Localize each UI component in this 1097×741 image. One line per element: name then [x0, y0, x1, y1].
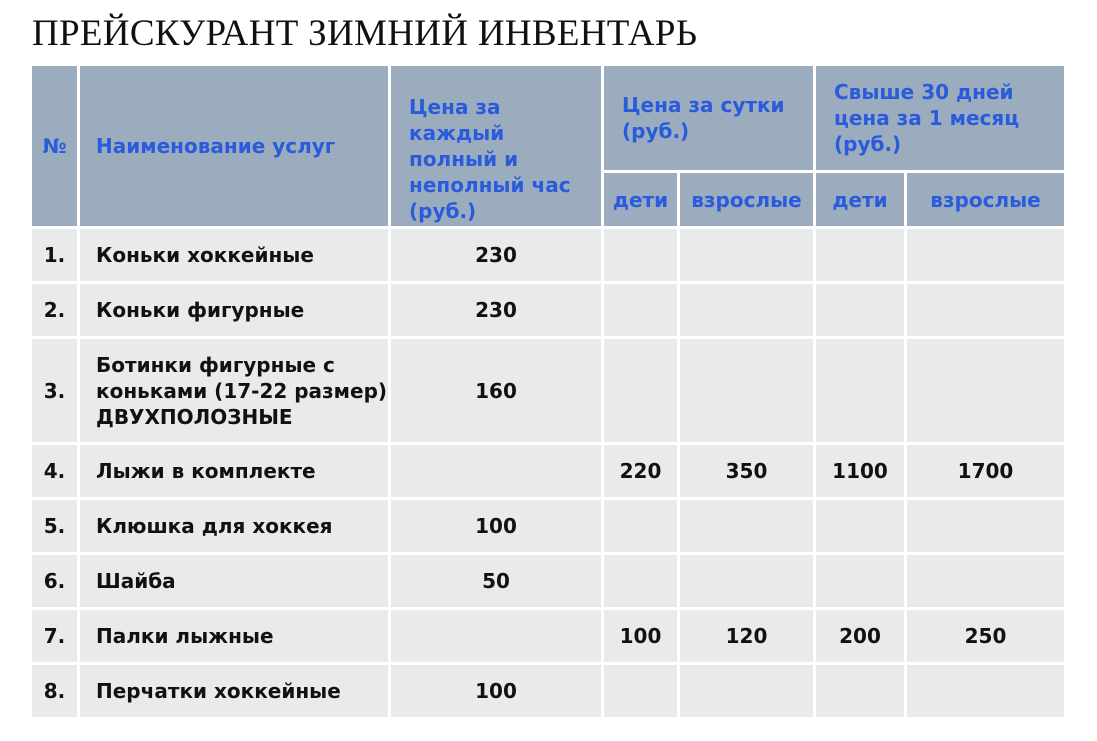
row-day-children	[604, 339, 677, 442]
row-day-adults	[680, 339, 813, 442]
header-monthly-line: Свыше 30 дней	[834, 80, 1014, 104]
row-month-adults	[907, 229, 1064, 281]
row-number: 7.	[32, 610, 77, 662]
table-row	[32, 555, 1064, 607]
row-month-adults	[907, 339, 1064, 442]
row-day-adults	[680, 500, 813, 552]
service-name-line: ДВУХПОЛОЗНЫЕ	[96, 404, 293, 429]
service-name-line: Шайба	[96, 569, 176, 593]
row-service-name	[80, 445, 388, 497]
row-month-adults	[907, 555, 1064, 607]
row-number: 3.	[32, 339, 77, 442]
table-row	[32, 229, 1064, 281]
row-day-adults	[680, 665, 813, 717]
row-number: 2.	[32, 284, 77, 336]
price-table	[29, 63, 1067, 720]
row-hourly-price: 230	[391, 229, 601, 281]
row-day-adults	[680, 229, 813, 281]
row-service-name	[80, 284, 388, 336]
row-hourly-price: 50	[391, 555, 601, 607]
table-row	[32, 339, 1064, 442]
header-daily-adults: взрослые	[680, 173, 813, 226]
row-month-children	[816, 665, 904, 717]
row-service-name	[80, 665, 388, 717]
row-day-children: 100	[604, 610, 677, 662]
row-number: 5.	[32, 500, 77, 552]
header-hourly-line: полный и	[409, 147, 519, 171]
service-name-line: Клюшка для хоккея	[96, 514, 333, 538]
row-hourly-price: 100	[391, 500, 601, 552]
service-name-line: Ботинки фигурные с	[96, 352, 335, 377]
table-row	[32, 445, 1064, 497]
row-service-name	[80, 229, 388, 281]
header-hourly-price	[391, 66, 601, 226]
row-service-name	[80, 555, 388, 607]
row-month-adults: 1700	[907, 445, 1064, 497]
header-number: №	[32, 66, 77, 226]
row-day-adults	[680, 284, 813, 336]
row-service-name	[80, 339, 388, 442]
table-body	[32, 229, 1064, 717]
row-hourly-price: 160	[391, 339, 601, 442]
row-number: 4.	[32, 445, 77, 497]
header-monthly-line: цена за 1 месяц	[834, 106, 1020, 130]
row-service-name	[80, 610, 388, 662]
row-day-children: 220	[604, 445, 677, 497]
service-name-line: Лыжи в комплекте	[96, 459, 316, 483]
header-daily-children: дети	[604, 173, 677, 226]
row-month-children	[816, 229, 904, 281]
service-name-line: Палки лыжные	[96, 624, 274, 648]
table-row	[32, 610, 1064, 662]
page-title: ПРЕЙСКУРАНТ ЗИМНИЙ ИНВЕНТАРЬ	[32, 13, 698, 54]
header-hourly-line: Цена за каждый	[409, 95, 505, 145]
header-monthly-adults: взрослые	[907, 173, 1064, 226]
row-hourly-price	[391, 445, 601, 497]
service-name-line: коньками (17-22 размер)	[96, 378, 388, 403]
row-month-adults	[907, 500, 1064, 552]
service-name-line: Коньки фигурные	[96, 298, 305, 322]
row-day-adults: 350	[680, 445, 813, 497]
row-hourly-price: 100	[391, 665, 601, 717]
row-month-children	[816, 339, 904, 442]
header-hourly-line: неполный час	[409, 173, 571, 197]
row-month-children	[816, 284, 904, 336]
header-hourly-line: (руб.)	[409, 199, 477, 223]
table-row	[32, 500, 1064, 552]
row-day-children	[604, 229, 677, 281]
row-month-children	[816, 555, 904, 607]
service-name-line: Перчатки хоккейные	[96, 679, 341, 703]
row-service-name	[80, 500, 388, 552]
row-month-children	[816, 500, 904, 552]
header-daily-line: Цена за сутки	[622, 93, 785, 117]
row-day-adults	[680, 555, 813, 607]
row-month-adults: 250	[907, 610, 1064, 662]
row-month-children: 1100	[816, 445, 904, 497]
header-monthly-line: (руб.)	[834, 132, 902, 156]
table-header	[32, 66, 1064, 226]
table-row	[32, 665, 1064, 717]
row-month-children: 200	[816, 610, 904, 662]
row-hourly-price: 230	[391, 284, 601, 336]
row-day-children	[604, 500, 677, 552]
row-number: 8.	[32, 665, 77, 717]
row-day-children	[604, 555, 677, 607]
row-hourly-price	[391, 610, 601, 662]
row-day-children	[604, 665, 677, 717]
header-daily-price	[604, 66, 813, 170]
service-name-line: Коньки хоккейные	[96, 243, 314, 267]
row-month-adults	[907, 284, 1064, 336]
row-month-adults	[907, 665, 1064, 717]
header-monthly-children: дети	[816, 173, 904, 226]
table-row	[32, 284, 1064, 336]
row-number: 1.	[32, 229, 77, 281]
header-service-name: Наименование услуг	[80, 66, 388, 226]
header-daily-line: (руб.)	[622, 119, 690, 143]
header-monthly-price	[816, 66, 1064, 170]
row-day-adults: 120	[680, 610, 813, 662]
row-number: 6.	[32, 555, 77, 607]
row-day-children	[604, 284, 677, 336]
